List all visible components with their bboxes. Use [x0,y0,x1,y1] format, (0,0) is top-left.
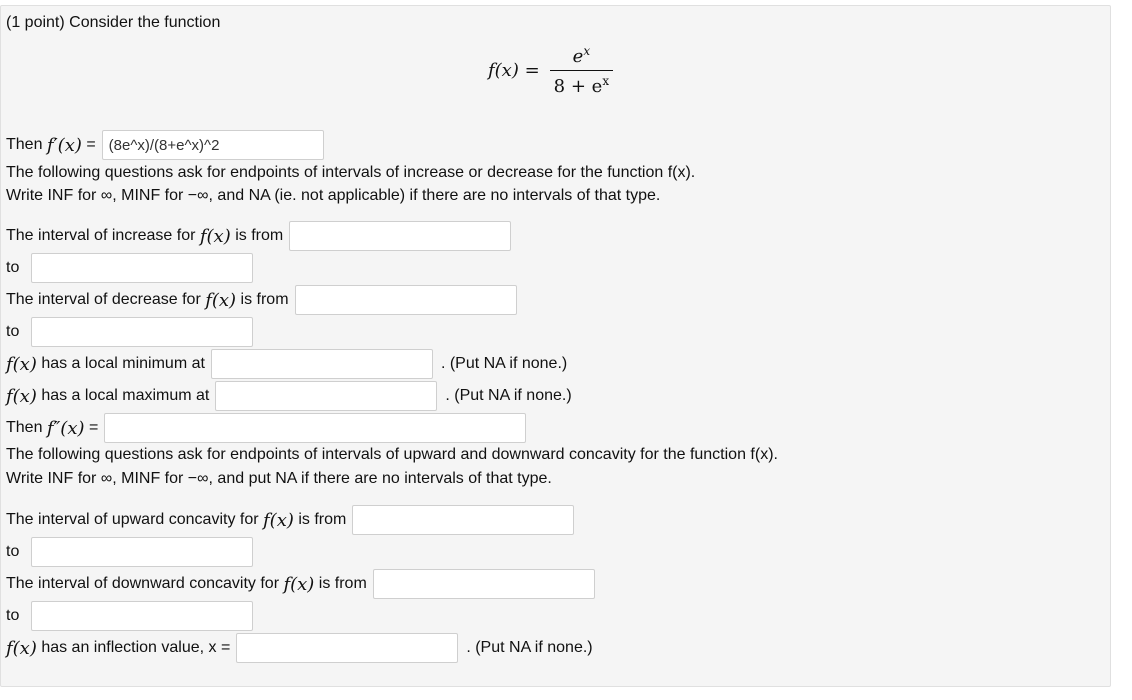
upward-label-math: f(x) [263,509,294,531]
increase-label-prefix: The interval of increase for [6,227,196,244]
downward-label-suffix: is from [318,575,367,592]
increase-to-label: to [6,259,20,276]
local-max-input[interactable] [215,381,437,411]
decrease-from-input[interactable] [295,285,517,315]
inflection-input[interactable] [236,633,458,663]
inflection-label-suffix: has an inflection value, x = [41,639,231,656]
function-denominator: $8 + e^x$ [550,70,613,97]
increase-to-input[interactable] [31,253,253,283]
decrease-to-label: to [6,323,20,340]
decrease-label-math: f(x) [205,289,237,311]
increase-from-input[interactable] [289,221,511,251]
local-min-note: . (Put NA if none.) [440,355,568,372]
increase-label-math: f(x) [199,225,231,247]
problem-intro: (1 point) Consider the function [6,14,221,31]
concavity-instructions-line-1: The following questions ask for endpoints of intervals of upward and downward concavity for the function f(x). [6,446,778,463]
derivative-label-math: f′(x) [46,134,82,156]
decrease-label-suffix: is from [240,291,289,308]
concavity-instructions-line-2: Write INF for ∞, MINF for −∞, and put NA if there are no intervals of that type. [6,470,552,487]
increase-label-suffix: is from [235,227,284,244]
function-fraction [550,44,613,97]
second-derivative-label-math: f″(x) [46,417,85,439]
downward-to-input[interactable] [31,601,253,631]
local-max-label-math: f(x) [6,385,37,407]
exponent-x: x [583,44,591,58]
decrease-label-prefix: The interval of decrease for [6,291,201,308]
instructions-line-2: Write INF for ∞, MINF for −∞, and NA (ie. not applicable) if there are no intervals of that type. [6,187,661,204]
downward-from-row [6,569,601,599]
exponent-x: x [602,74,610,88]
increase-from-row [6,221,517,251]
derivative-label-suffix: = [86,136,96,153]
upward-to-label: to [6,543,20,560]
inflection-note: . (Put NA if none.) [466,639,593,656]
downward-label-math: f(x) [283,573,315,595]
decrease-to-row [6,317,259,347]
local-min-label-math: f(x) [6,353,37,375]
local-max-note: . (Put NA if none.) [445,387,572,404]
upward-from-row [6,505,580,535]
increase-to-row [6,253,259,283]
local-min-row [6,349,567,379]
downward-from-input[interactable] [373,569,595,599]
function-definition [488,44,613,97]
downward-to-row [6,601,259,631]
function-lhs: f(x) = [488,60,540,81]
decrease-from-row [6,285,523,315]
second-derivative-input[interactable] [104,413,526,443]
derivative-row [6,130,330,160]
upward-to-input[interactable] [31,537,253,567]
inflection-label-math: f(x) [6,637,37,659]
local-min-label-suffix: has a local minimum at [41,355,205,372]
local-min-input[interactable] [211,349,433,379]
upward-from-input[interactable] [352,505,574,535]
inflection-row [6,633,593,663]
upward-label-prefix: The interval of upward concavity for [6,511,259,528]
upward-to-row [6,537,259,567]
local-max-row [6,381,572,411]
second-derivative-label-suffix: = [88,419,99,436]
instructions-line-1: The following questions ask for endpoints of intervals of increase or decrease for the function f(x). [6,164,696,181]
function-numerator: $e^x$ [572,44,591,67]
local-max-label-suffix: has a local maximum at [41,387,210,404]
second-derivative-label-prefix: Then [6,419,43,436]
second-derivative-row [6,413,532,443]
derivative-input[interactable] [102,130,324,160]
upward-label-suffix: is from [298,511,347,528]
downward-to-label: to [6,607,20,624]
decrease-to-input[interactable] [31,317,253,347]
derivative-label-prefix: Then [6,136,43,153]
downward-label-prefix: The interval of downward concavity for [6,575,280,592]
